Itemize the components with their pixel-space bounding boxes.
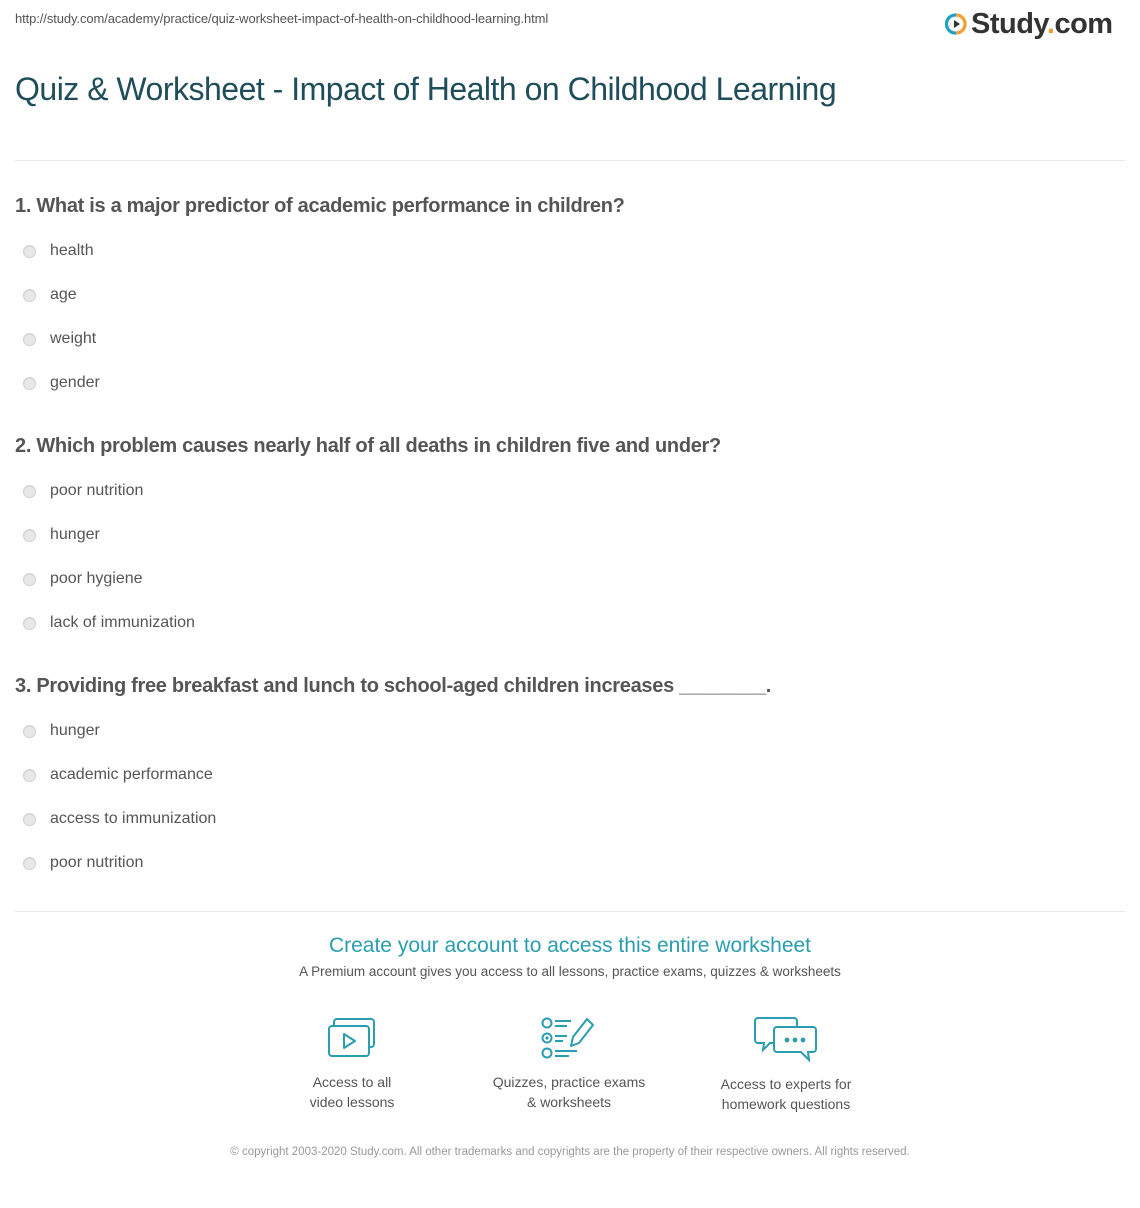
radio-button[interactable] bbox=[23, 769, 36, 782]
title-divider bbox=[15, 160, 1125, 161]
question-text: 2. Which problem causes nearly half of all deaths in children five and under? bbox=[15, 435, 721, 457]
answer-choice[interactable]: access to immunization bbox=[23, 797, 771, 841]
radio-button[interactable] bbox=[23, 529, 36, 542]
radio-button[interactable] bbox=[23, 245, 36, 258]
question-text: 3. Providing free breakfast and lunch to school-aged children increases ________. bbox=[15, 675, 771, 697]
page-url: http://study.com/academy/practice/quiz-worksheet-impact-of-health-on-childhood-learning.html bbox=[15, 11, 549, 26]
feature-label-line2: video lessons bbox=[309, 1094, 395, 1110]
radio-button[interactable] bbox=[23, 333, 36, 346]
radio-button[interactable] bbox=[23, 573, 36, 586]
create-account-link[interactable]: Create your account to access this entire worksheet bbox=[328, 934, 812, 957]
radio-button[interactable] bbox=[23, 289, 36, 302]
answer-choice[interactable]: poor nutrition bbox=[23, 841, 771, 885]
question-2 bbox=[15, 434, 721, 645]
answer-choice[interactable]: academic performance bbox=[23, 753, 771, 797]
study-logo[interactable] bbox=[945, 9, 1113, 39]
answer-choice[interactable]: hunger bbox=[23, 513, 721, 557]
cta-divider bbox=[15, 911, 1125, 912]
radio-button[interactable] bbox=[23, 485, 36, 498]
radio-button[interactable] bbox=[23, 813, 36, 826]
radio-button[interactable] bbox=[23, 617, 36, 630]
page-title: Quiz & Worksheet - Impact of Health on Childhood Learning bbox=[15, 71, 837, 107]
premium-description: A Premium account gives you access to all lessons, practice exams, quizzes & worksheets bbox=[299, 964, 841, 979]
feature-label-line2: & worksheets bbox=[526, 1094, 612, 1110]
quiz-checklist-icon bbox=[541, 1016, 597, 1060]
video-lessons-icon bbox=[326, 1016, 378, 1060]
logo-name: Study bbox=[971, 8, 1047, 40]
answer-choice[interactable]: weight bbox=[23, 317, 625, 361]
feature-label-line1: Access to all bbox=[312, 1074, 392, 1090]
question-text: 1. What is a major predictor of academic performance in children? bbox=[15, 195, 625, 217]
feature-video-lessons bbox=[252, 1016, 452, 1112]
feature-quizzes bbox=[469, 1016, 669, 1112]
answer-choice[interactable]: gender bbox=[23, 361, 625, 405]
feature-label-line1: Access to experts for bbox=[720, 1076, 852, 1092]
feature-experts bbox=[686, 1016, 886, 1114]
feature-label-line1: Quizzes, practice exams bbox=[492, 1074, 646, 1090]
question-3 bbox=[15, 674, 771, 885]
radio-button[interactable] bbox=[23, 857, 36, 870]
play-circle-logo-icon bbox=[945, 13, 967, 35]
answer-choice[interactable]: poor hygiene bbox=[23, 557, 721, 601]
chat-bubbles-icon bbox=[754, 1016, 818, 1062]
feature-label-line2: homework questions bbox=[721, 1096, 851, 1112]
logo-tld: com bbox=[1054, 8, 1113, 40]
answer-choice[interactable]: lack of immunization bbox=[23, 601, 721, 645]
radio-button[interactable] bbox=[23, 377, 36, 390]
question-1 bbox=[15, 194, 625, 405]
radio-button[interactable] bbox=[23, 725, 36, 738]
answer-choice[interactable]: poor nutrition bbox=[23, 469, 721, 513]
answer-choice[interactable]: age bbox=[23, 273, 625, 317]
logo-dot: . bbox=[1046, 8, 1055, 40]
copyright-notice: © copyright 2003-2020 Study.com. All other trademarks and copyrights are the property of their respective owners. All rights reserved. bbox=[230, 1146, 910, 1158]
answer-choice[interactable]: health bbox=[23, 229, 625, 273]
answer-choice[interactable]: hunger bbox=[23, 709, 771, 753]
